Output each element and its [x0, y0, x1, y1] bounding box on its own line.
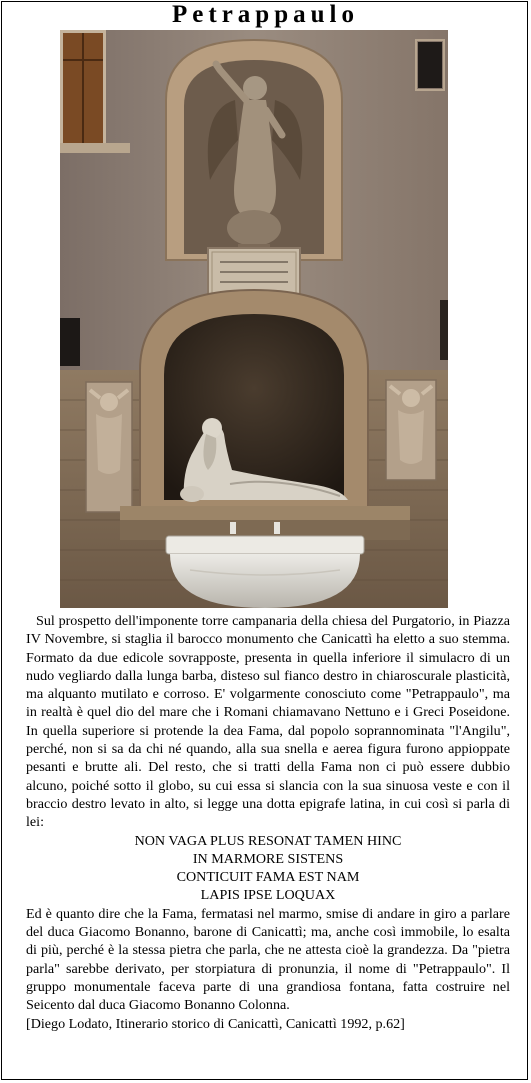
inscription-line: LAPIS IPSE LOQUAX	[200, 887, 336, 904]
page-title: Petrappaulo	[172, 1, 359, 28]
article-paragraph-2: Ed è quanto dire che la Fama, fermatasi nel marmo, smise di andare in giro a parlare del duca Giacomo Bonanno, barone di Canicattì; ma, anche così immobile, lo esalta di più, perché è la stessa pietra che parla, che ne attesta cioè la grandezza. Da "pietra parla" sarebbe derivato, per storpiatura di pronunzia, il nome di "Petrappaulo". Il gruppo monumentale faceva parte di una grandiosa fontana, fatta costruire nel Seicento dal duca Giacomo Bonanno Colonna.	[26, 905, 510, 1014]
article-text	[26, 612, 510, 1033]
monument-photo	[60, 30, 448, 608]
inscription-line: IN MARMORE SISTENS	[192, 850, 344, 867]
inscription-line: NON VAGA PLUS RESONAT TAMEN HINC	[134, 832, 402, 849]
latin-inscription	[26, 832, 510, 905]
inscription-line: CONTICUIT FAMA EST NAM	[176, 869, 360, 886]
citation: [Diego Lodato, Itinerario storico di Canicattì, Canicattì 1992, p.62]	[26, 1015, 405, 1032]
article-paragraph-1: Sul prospetto dell'imponente torre campanaria della chiesa del Purgatorio, in Piazza IV Novembre, si staglia il barocco monumento che Canicattì ha eletto a suo stemma. Formato da due edicole sovrapposte, presenta in quella inferiore il simulacro di un nudo vegliardo dalla lunga barba, disteso sul fianco destro in chiaroscurale plasticità, ma alquanto mutilato e corroso. E' volgarmente conosciuto come "Petrappaulo", ma in realtà è quel dio del mare che i Romani chiamavano Nettuno e i Greci Poseidone. In quella superiore si protende la dea Fama, dal popolo soprannominata "l'Angilu", perché, non si sa da chi né quando, alla sua snella e aerea figura furono appioppate pesanti e brutte ali. Del resto, che si tratti della Fama non ci può essere dubbio alcuno, poiché sotto il globo, su cui essa si slancia con la sua sinuosa veste e con il braccio destro levato in alto, si legge una dotta epigrafe latina, in cui così si parla di lei:	[26, 613, 510, 831]
